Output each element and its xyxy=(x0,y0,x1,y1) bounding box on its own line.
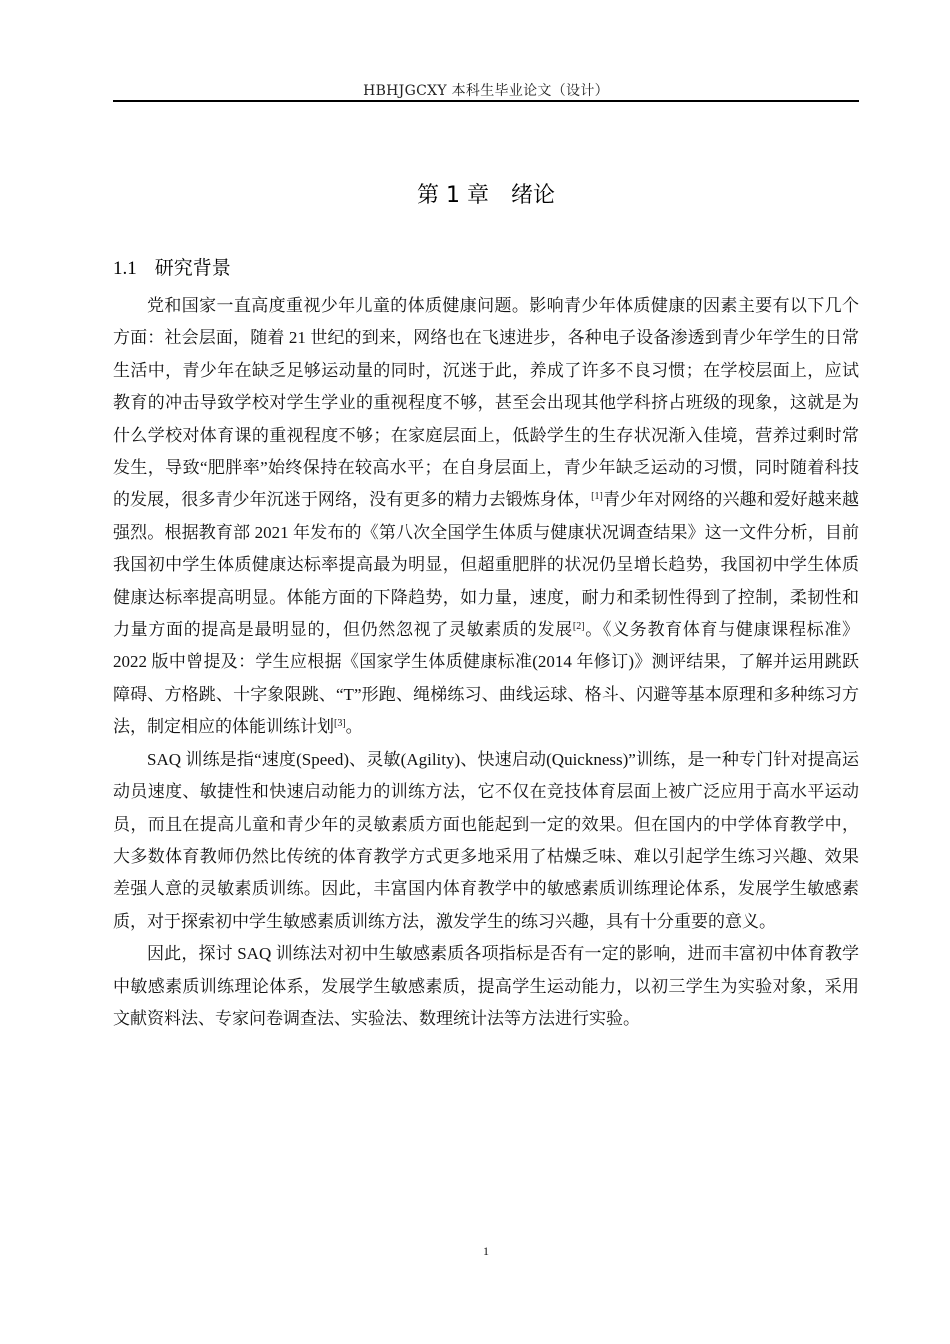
paragraph-1-text-b: 青少年对网络的兴趣和爱好越来越强烈。根据教育部 2021 年发布的《第八次全国学生体质与健康状况调查结果》这一文件分析，目前我国初中学生体质健康达标率提高最为明显，但超重肥胖的状况仍呈增长趋势，我国初中学生体质健康达标率提高明显。体能方面的下降趋势，如力量，速度，耐力和柔韧性得到了控制，柔韧性和力量方面的提高是最明显的，但仍然忽视了灵敏素质的发展 xyxy=(113,490,860,640)
paragraph-2: SAQ 训练是指“速度(Speed)、灵敏(Agility)、快速启动(Quickness)”训练，是一种专门针对提高运动员速度、敏捷性和快速启动能力的训练方法，它不仅在竞技体育层面上被广泛应用于高水平运动员，而且在提高儿童和青少年的灵敏素质方面也能起到一定的效果。但在国内的中学体育教学中，大多数体育教师仍然比传统的体育教学方式更多地采用了枯燥乏味、难以引起学生练习兴趣、效果差强人意的灵敏素质训练。因此，丰富国内体育教学中的敏感素质训练理论体系，发展学生敏感素质，对于探索初中学生敏感素质训练方法，激发学生的练习兴趣，具有十分重要的意义。 xyxy=(113,749,859,931)
paragraph-1 xyxy=(113,290,859,744)
citation-3: [3] xyxy=(334,718,346,730)
section-name: 研究背景 xyxy=(154,257,231,279)
paragraph-3: 因此，探讨 SAQ 训练法对初中生敏感素质各项指标是否有一定的影响，进而丰富初中体育教学中敏感素质训练理论体系，发展学生敏感素质，提高学生运动能力，以初三学生为实验对象，采用文献资料法、专家问卷调查法、实验法、数理统计法等方法进行实验。 xyxy=(113,944,859,1028)
paragraph-1-text-a: 党和国家一直高度重视少年儿童的体质健康问题。影响青少年体质健康的因素主要有以下几个方面：社会层面，随着 21 世纪的到来，网络也在飞速进步，各种电子设备渗透到青少年学生的日常生活中，青少年在缺乏足够运动量的同时，沉迷于此，养成了许多不良习惯；在学校层面上，应试教育的冲击导致学校对学生学业的重视程度不够，甚至会出现其他学科挤占班级的现象，这就是为什么学校对体育课的重视程度不够；在家庭层面上，低龄学生的生存状况渐入佳境，营养过剩时常发生，导致“肥胖率”始终保持在较高水平；在自身层面上，青少年缺乏运动的习惯，同时随着科技的发展，很多青少年沉迷于网络，没有更多的精力去锻炼身体， xyxy=(113,296,859,510)
chapter-number: 第 1 章 xyxy=(417,183,489,208)
paragraph-1-text-c: 。《义务教育体育与健康课程标准》2022 版中曾提及：学生应根据《国家学生体质健康标准(2014 年修订)》测评结果，了解并运用跳跃障碍、方格跳、十字象限跳、“T”形跑、绳梯练习、曲线运球、格斗、闪避等基本原理和多种练习方法，制定相应的体能训练计划 xyxy=(113,620,860,737)
chapter-title xyxy=(113,178,859,209)
body-text xyxy=(113,290,859,1035)
citation-2: [2] xyxy=(572,621,585,633)
citation-1: [1] xyxy=(591,491,603,503)
header-rule xyxy=(113,100,859,102)
section-number: 1.1 xyxy=(113,258,137,279)
paragraph-1-text-d: 。 xyxy=(345,717,363,737)
page-number: 1 xyxy=(483,1244,489,1258)
running-header: HBHJGCXY 本科生毕业论文（设计） xyxy=(363,83,609,99)
chapter-name: 绪论 xyxy=(510,183,555,208)
section-heading xyxy=(113,253,231,280)
